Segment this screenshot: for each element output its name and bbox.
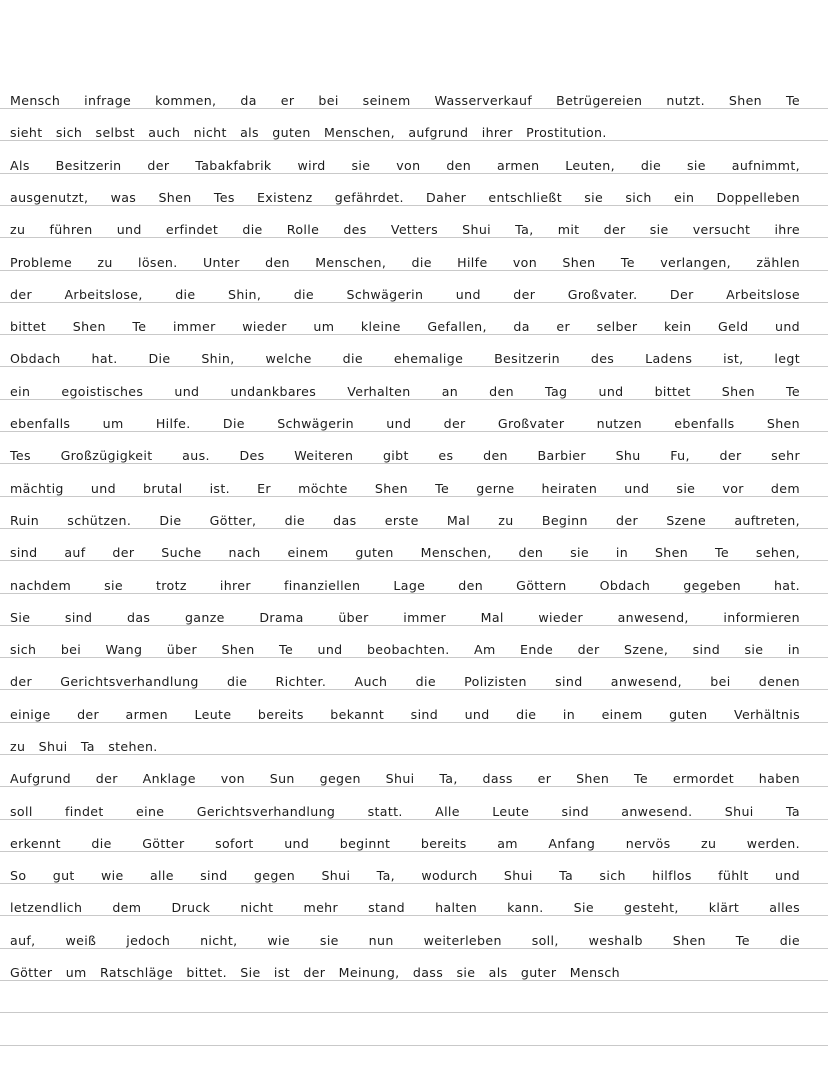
text-line: Mensch infrage kommen, da er bei seinem Wasserverkauf Betrügereien nutzt. Shen Te xyxy=(10,93,800,108)
text-line: ebenfalls um Hilfe. Die Schwägerin und der Großvater nutzen ebenfalls Shen xyxy=(10,416,800,431)
text-line: ein egoistisches und undankbares Verhalten an den Tag und bittet Shen Te xyxy=(10,384,800,399)
ruled-line xyxy=(0,1012,828,1013)
ruled-line xyxy=(0,1045,828,1046)
text-line: zu Shui Ta stehen. xyxy=(10,739,158,754)
text-line: Aufgrund der Anklage von Sun gegen Shui Ta, dass er Shen Te ermordet haben xyxy=(10,771,800,786)
text-line: Als Besitzerin der Tabakfabrik wird sie von den armen Leuten, die sie aufnimmt, xyxy=(10,158,800,173)
text-line: sind auf der Suche nach einem guten Menschen, den sie in Shen Te sehen, xyxy=(10,545,800,560)
text-line: nachdem sie trotz ihrer finanziellen Lage den Göttern Obdach gegeben hat. xyxy=(10,578,800,593)
text-line: erkennt die Götter sofort und beginnt bereits am Anfang nervös zu werden. xyxy=(10,836,800,851)
text-line: bittet Shen Te immer wieder um kleine Gefallen, da er selber kein Geld und xyxy=(10,319,800,334)
text-line: zu führen und erfindet die Rolle des Vetters Shui Ta, mit der sie versucht ihre xyxy=(10,222,800,237)
text-line: Tes Großzügigkeit aus. Des Weiteren gibt es den Barbier Shu Fu, der sehr xyxy=(10,448,800,463)
text-line: mächtig und brutal ist. Er möchte Shen Te gerne heiraten und sie vor dem xyxy=(10,481,800,496)
text-line: ausgenutzt, was Shen Tes Existenz gefährdet. Daher entschließt sie sich ein Doppelleben xyxy=(10,190,800,205)
text-line: sieht sich selbst auch nicht als guten Menschen, aufgrund ihrer Prostitution. xyxy=(10,125,607,140)
text-line: der Gerichtsverhandlung die Richter. Auch die Polizisten sind anwesend, bei denen xyxy=(10,674,800,689)
text-line: Obdach hat. Die Shin, welche die ehemalige Besitzerin des Ladens ist, legt xyxy=(10,351,800,366)
text-line: Sie sind das ganze Drama über immer Mal wieder anwesend, informieren xyxy=(10,610,800,625)
text-line: Götter um Ratschläge bittet. Sie ist der Meinung, dass sie als guter Mensch xyxy=(10,965,620,980)
text-line: letzendlich dem Druck nicht mehr stand halten kann. Sie gesteht, klärt alles xyxy=(10,900,800,915)
text-line: Probleme zu lösen. Unter den Menschen, die Hilfe von Shen Te verlangen, zählen xyxy=(10,255,800,270)
text-line: So gut wie alle sind gegen Shui Ta, wodurch Shui Ta sich hilflos fühlt und xyxy=(10,868,800,883)
text-line: auf, weiß jedoch nicht, wie sie nun weiterleben soll, weshalb Shen Te die xyxy=(10,933,800,948)
text-line: sich bei Wang über Shen Te und beobachten. Am Ende der Szene, sind sie in xyxy=(10,642,800,657)
text-line: einige der armen Leute bereits bekannt sind und die in einem guten Verhältnis xyxy=(10,707,800,722)
text-line: Ruin schützen. Die Götter, die das erste Mal zu Beginn der Szene auftreten, xyxy=(10,513,800,528)
text-line: soll findet eine Gerichtsverhandlung statt. Alle Leute sind anwesend. Shui Ta xyxy=(10,804,800,819)
text-line: der Arbeitslose, die Shin, die Schwägerin und der Großvater. Der Arbeitslose xyxy=(10,287,800,302)
